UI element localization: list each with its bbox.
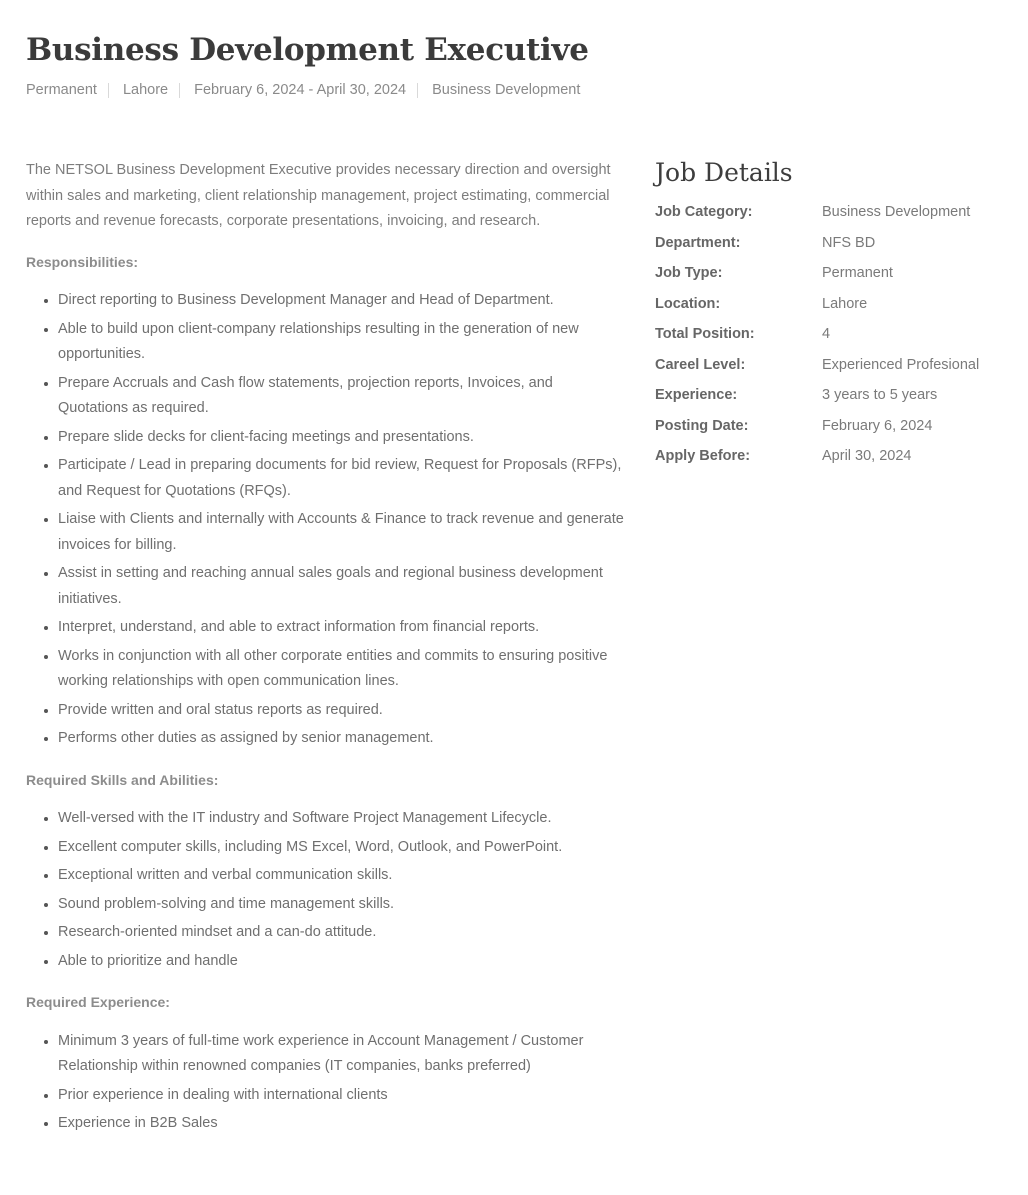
list-item: • Able to build upon client-company relationships resulting in the generation of new opportunities.: [58, 317, 626, 368]
detail-row: [655, 289, 979, 320]
list-item: • Assist in setting and reaching annual sales goals and regional business development initiatives.: [58, 561, 626, 612]
detail-row: [655, 228, 979, 259]
detail-row: [655, 197, 979, 228]
detail-row: [655, 411, 979, 442]
detail-label: Job Category:: [655, 204, 753, 221]
meta-divider: [179, 83, 180, 98]
detail-value: NFS BD: [822, 234, 876, 251]
list-item: • Provide written and oral status reports as required.: [58, 698, 626, 724]
detail-value: Permanent: [822, 265, 893, 282]
meta-divider: [417, 83, 418, 98]
list-item: • Well-versed with the IT industry and Software Project Management Lifecycle.: [58, 806, 626, 832]
list-item: • Experience in B2B Sales: [58, 1111, 626, 1137]
list-item: • Excellent computer skills, including MS Excel, Word, Outlook, and PowerPoint.: [58, 835, 626, 861]
meta-location: Lahore: [122, 82, 169, 98]
page-title: Business Development Executive: [26, 32, 589, 68]
detail-value: Lahore: [822, 295, 868, 312]
responsibilities-list: [26, 288, 626, 752]
detail-row: [655, 350, 979, 381]
job-details-panel: [655, 158, 1015, 472]
detail-label: Careel Level:: [655, 356, 746, 373]
meta-job-type: Permanent: [26, 82, 97, 98]
detail-row: [655, 258, 979, 289]
responsibilities-heading: Responsibilities:: [26, 253, 139, 270]
experience-list: [26, 1029, 626, 1137]
list-item: • Direct reporting to Business Development Manager and Head of Department.: [58, 288, 626, 314]
list-item: • Exceptional written and verbal communication skills.: [58, 863, 626, 889]
job-details-title: Job Details: [655, 158, 793, 187]
skills-list: [26, 806, 626, 974]
list-item: • Research-oriented mindset and a can-do attitude.: [58, 920, 626, 946]
list-item: • Interpret, understand, and able to extract information from financial reports.: [58, 615, 626, 641]
detail-row: [655, 380, 979, 411]
detail-row: [655, 441, 979, 472]
detail-label: Apply Before:: [655, 448, 751, 465]
detail-value: 4: [822, 326, 831, 343]
meta-divider: [108, 83, 109, 98]
job-description: [26, 158, 626, 1153]
list-item: • Able to prioritize and handle: [58, 949, 626, 975]
detail-label: Job Type:: [655, 265, 723, 282]
list-item: • Works in conjunction with all other corporate entities and commits to ensuring positive working relationships with open communication lines.: [58, 644, 626, 695]
list-item: • Prepare slide decks for client-facing meetings and presentations.: [58, 425, 626, 451]
experience-heading: Required Experience:: [26, 994, 170, 1010]
meta-category: Business Development: [432, 82, 581, 98]
list-item: • Sound problem-solving and time management skills.: [58, 892, 626, 918]
detail-value: 3 years to 5 years: [822, 387, 938, 404]
detail-value: April 30, 2024: [822, 448, 912, 465]
detail-row: [655, 319, 979, 350]
detail-value: Business Development: [822, 204, 971, 221]
list-item: • Participate / Lead in preparing documents for bid review, Request for Proposals (RFPs), and Request for Quotations (RFQs).: [58, 453, 626, 504]
job-details-table: [655, 197, 979, 472]
job-intro: The NETSOL Business Development Executive provides necessary direction and oversight within sales and marketing, client relationship management, project estimating, commercial reports and revenue forecasts, corporate presentations, invoicing, and research.: [26, 162, 611, 229]
detail-value: Experienced Profesional: [822, 356, 980, 373]
detail-label: Department:: [655, 234, 741, 251]
detail-label: Total Position:: [655, 326, 755, 343]
detail-label: Experience:: [655, 387, 738, 404]
list-item: • Prior experience in dealing with international clients: [58, 1083, 626, 1109]
detail-label: Posting Date:: [655, 417, 749, 434]
skills-heading: Required Skills and Abilities:: [26, 771, 219, 788]
list-item: • Liaise with Clients and internally with Accounts & Finance to track revenue and generate invoices for billing.: [58, 507, 626, 558]
detail-label: Location:: [655, 295, 721, 312]
job-meta-bar: [26, 82, 591, 98]
list-item: • Prepare Accruals and Cash flow statements, projection reports, Invoices, and Quotations as required.: [58, 371, 626, 422]
list-item: • Performs other duties as assigned by senior management.: [58, 726, 626, 752]
meta-date-range: February 6, 2024 - April 30, 2024: [194, 82, 407, 98]
detail-value: February 6, 2024: [822, 417, 933, 434]
list-item: • Minimum 3 years of full-time work experience in Account Management / Customer Relationship within renowned companies (IT companies, banks preferred): [58, 1029, 626, 1080]
